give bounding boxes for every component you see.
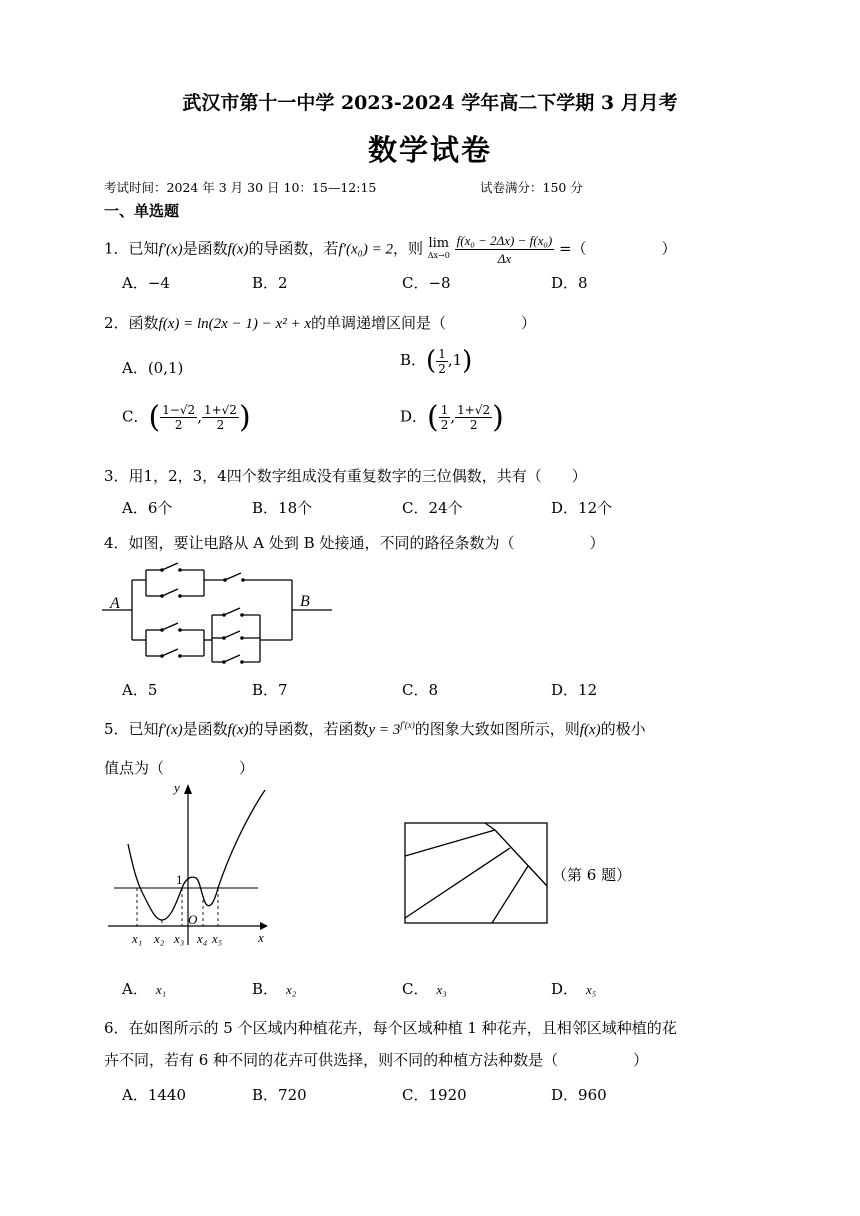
q5-option-d-label: D． bbox=[551, 980, 579, 998]
q5-option-d bbox=[551, 978, 596, 999]
q5-option-c bbox=[402, 978, 447, 999]
full-score: 试卷满分：150 分 bbox=[480, 180, 583, 195]
q1-stem-a: 1．已知 bbox=[104, 239, 159, 258]
q5-option-a-label: A． bbox=[122, 980, 148, 998]
q1-denominator: Δx bbox=[497, 251, 512, 266]
q2-d-frac2 bbox=[455, 403, 492, 432]
q2-d-num1: 1 bbox=[440, 403, 449, 417]
exam-title: 武汉市第十一中学 2023-2024 学年高二下学期 3 月月考 bbox=[182, 92, 678, 114]
graph-one-label: 1 bbox=[176, 872, 183, 887]
q2-b-den: 2 bbox=[438, 361, 446, 376]
q3-option-b: B．18个 bbox=[252, 499, 313, 517]
q2-option-b-frac bbox=[436, 347, 448, 376]
q2-c-den1: 2 bbox=[174, 418, 183, 432]
q1-option-c: C．−8 bbox=[402, 274, 451, 292]
q4-option-a: A．5 bbox=[122, 681, 158, 699]
q2-d-den1: 2 bbox=[440, 418, 449, 432]
q2-option-b: B．( $\frac{1}{2}$ ,1) bbox=[400, 346, 473, 376]
q5-stem-e: 的极小 bbox=[600, 720, 646, 738]
q5-option-b-label: B． bbox=[252, 980, 279, 998]
exam-subtitle: 数学试卷 bbox=[367, 133, 492, 167]
q2-c-num2: 1+√2 bbox=[203, 403, 237, 417]
graph-x5-label: x₅ bbox=[212, 931, 223, 946]
q5-option-a bbox=[122, 978, 166, 999]
q5-stem-d: 的图象大致如图所示，则 bbox=[414, 720, 580, 738]
graph-y-label: y bbox=[174, 780, 180, 795]
q3-option-a: A．6个 bbox=[122, 499, 173, 517]
q2-d-den2: 2 bbox=[469, 418, 478, 432]
q6-option-c: C．1920 bbox=[402, 1086, 467, 1104]
q6-option-d: D．960 bbox=[551, 1086, 607, 1104]
q5-function-graph bbox=[100, 780, 270, 950]
q1-fprime: f′(x) bbox=[158, 241, 183, 258]
circuit-label-a: A bbox=[110, 595, 120, 612]
q2-option-a: A．(0,1) bbox=[122, 359, 184, 377]
section-heading: 一、单选题 bbox=[104, 202, 180, 220]
q1-lim-text: lim bbox=[428, 235, 450, 251]
q2-b-rest: ,1 bbox=[447, 351, 463, 369]
question-1 bbox=[104, 232, 677, 267]
q2-d-frac1 bbox=[439, 403, 451, 432]
q2-c-den2: 2 bbox=[216, 418, 225, 432]
q2-option-c-label: C． bbox=[122, 407, 149, 426]
q5-stem-c: 的导函数，若函数 bbox=[248, 720, 369, 738]
q1-tail: =（ ） bbox=[558, 239, 677, 258]
q2-b-num: 1 bbox=[438, 346, 446, 361]
q2-option-d-label: D． bbox=[400, 407, 428, 426]
q5-option-a-var: x₁ bbox=[155, 982, 167, 997]
q5-stem-b: 是函数 bbox=[182, 720, 228, 738]
graph-x2-label: x₂ bbox=[154, 931, 165, 946]
q2-option-d: D．( $\frac{1}{2}$ , $\frac{1+√2}{2}$ ) bbox=[400, 400, 504, 435]
q5-exponent: f′(x) bbox=[400, 720, 415, 730]
question-6-line-1: 6．在如图所示的 5 个区域内种植花卉，每个区域种植 1 种花卉，且相邻区域种植的花 bbox=[104, 1019, 677, 1037]
question-5-line-2: 值点为（ ） bbox=[104, 759, 255, 777]
graph-origin-label: O bbox=[188, 912, 198, 927]
q1-option-a: A．−4 bbox=[122, 274, 170, 292]
q1-option-d: D．8 bbox=[551, 274, 588, 292]
q1-stem-b: 是函数 bbox=[182, 239, 228, 258]
graph-x3-label: x₃ bbox=[174, 931, 185, 946]
q6-option-b: B．720 bbox=[252, 1086, 307, 1104]
circuit-diagram bbox=[100, 560, 340, 665]
q4-option-c: C．8 bbox=[402, 681, 439, 699]
question-5-line-1 bbox=[104, 718, 646, 739]
q2-function: f(x) = ln(2x − 1) − x² + x bbox=[158, 316, 311, 332]
q3-option-c: C．24个 bbox=[402, 499, 463, 517]
q5-y-func: y = 3 bbox=[368, 722, 401, 738]
q1-lim-sub: Δx→0 bbox=[427, 250, 450, 260]
q3-option-d: D．12个 bbox=[551, 499, 613, 517]
q1-stem-c: 的导函数，若 bbox=[248, 239, 339, 258]
q2-stem-a: 2．函数 bbox=[104, 314, 159, 332]
graph-x-label: x bbox=[258, 930, 264, 945]
q4-option-b: B．7 bbox=[252, 681, 288, 699]
q1-fraction bbox=[455, 232, 555, 267]
q5-fprime: f′(x) bbox=[158, 722, 183, 738]
q2-c-frac1 bbox=[160, 403, 197, 432]
question-4: 4．如图，要让电路从 A 处到 B 处接通，不同的路径条数为（ ） bbox=[104, 534, 605, 552]
q5-option-b bbox=[252, 978, 296, 999]
q1-option-b: B．2 bbox=[252, 274, 288, 292]
q5-option-c-var: x₃ bbox=[436, 982, 447, 997]
q2-stem-b: 的单调递增区间是（ ） bbox=[310, 314, 536, 332]
q6-region-figure bbox=[400, 818, 552, 928]
q2-d-num2: 1+√2 bbox=[457, 403, 491, 417]
question-3: 3．用1，2，3，4四个数字组成没有重复数字的三位偶数，共有（ ） bbox=[104, 467, 587, 485]
q2-option-c: C．( $\frac{1-√2}{2}$ , $\frac{1+√2}{2}$ ) bbox=[122, 400, 251, 435]
q1-stem-d: ，则 bbox=[392, 239, 423, 258]
q5-fx-2: f(x) bbox=[579, 722, 601, 738]
question-6-line-2: 卉不同，若有 6 种不同的花卉可供选择，则不同的种植方法种数是（ ） bbox=[104, 1051, 649, 1069]
graph-x1-label: x₁ bbox=[132, 931, 143, 946]
question-2 bbox=[104, 312, 536, 333]
graph-x4-label: x₄ bbox=[197, 931, 208, 946]
q5-option-d-var: x₅ bbox=[586, 982, 597, 997]
q2-c-frac2 bbox=[202, 403, 239, 432]
q2-c-num1: 1−√2 bbox=[162, 403, 196, 417]
q6-figure-caption: （第 6 题） bbox=[552, 866, 632, 884]
q6-option-a: A．1440 bbox=[122, 1086, 187, 1104]
q4-option-d: D．12 bbox=[551, 681, 598, 699]
q2-option-b-label: B． bbox=[400, 351, 427, 369]
q5-stem-a: 5．已知 bbox=[104, 720, 159, 738]
q1-numerator: f(x₀ − 2Δx) − f(x₀) bbox=[456, 233, 553, 248]
q5-option-b-var: x₂ bbox=[286, 982, 297, 997]
q1-limit bbox=[427, 235, 450, 262]
q5-option-c-label: C． bbox=[402, 980, 429, 998]
q5-fx: f(x) bbox=[227, 722, 249, 738]
circuit-label-b: B bbox=[300, 593, 310, 610]
q1-condition: f′(x₀) = 2 bbox=[338, 241, 393, 258]
exam-time: 考试时间：2024 年 3 月 30 日 10：15—12:15 bbox=[104, 180, 377, 195]
q1-fx: f(x) bbox=[227, 241, 249, 258]
